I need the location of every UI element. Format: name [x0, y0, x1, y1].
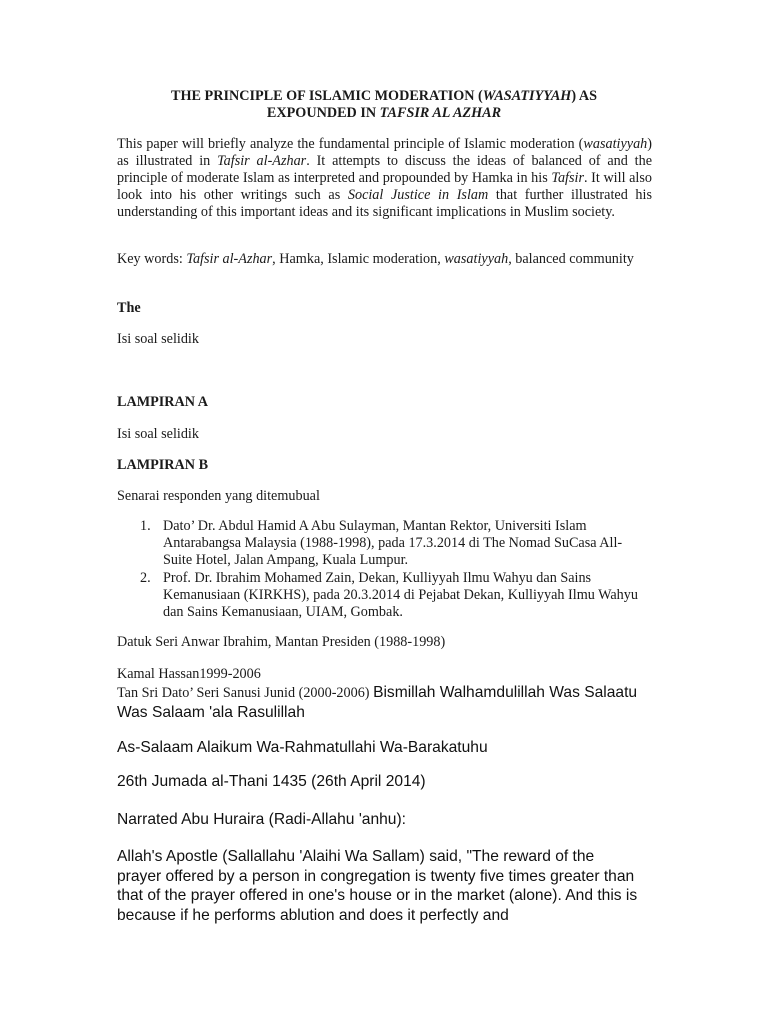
heading-the: The: [117, 300, 141, 316]
date-text: 26th Jumada al-Thani 1435 (26th April 2014): [117, 773, 426, 790]
list-item-number: 1.: [140, 518, 151, 534]
keywords-paragraph: Key words: Tafsir al-Azhar, Hamka, Islamic moderation, wasatiyyah, balanced community: [117, 251, 634, 267]
hadith-paragraph: Allah's Apostle (Sallallahu 'Alaihi Wa Sallam) said, "The reward of the prayer offered by a person in congregation is twenty five times greater than that of the prayer offered in one's house or in the market (alone). And this is because if he performs ablution and does it perfectly and: [117, 848, 638, 924]
bismillah-paragraph: [117, 683, 657, 723]
isi-soal-text: Isi soal selidik: [117, 426, 199, 442]
kamal-text: Kamal Hassan1999-2006: [117, 666, 261, 682]
datuk-text: Datuk Seri Anwar Ibrahim, Mantan Presiden (1988-1998): [117, 634, 446, 650]
narrated-text: Narrated Abu Huraira (Radi-Allahu 'anhu):: [117, 811, 407, 828]
lampiran-b-heading: LAMPIRAN B: [117, 457, 209, 473]
tansri-text: Tan Sri Dato’ Seri Sanusi Junid (2000-2006): [117, 685, 374, 701]
list-item: Dato’ Dr. Abdul Hamid A Abu Sulayman, Mantan Rektor, Universiti Islam Antarabangsa Malaysia (1988-1998), pada 17.3.2014 di The Nomad SuCasa All-Suite Hotel, Jalan Ampang, Kuala Lumpur.: [163, 518, 623, 568]
senarai-text: Senarai responden yang ditemubual: [117, 488, 320, 504]
lampiran-a-heading: LAMPIRAN A: [117, 394, 209, 410]
list-item: Prof. Dr. Ibrahim Mohamed Zain, Dekan, Kulliyyah Ilmu Wahyu dan Sains Kemanusiaan (KIRKHS), pada 20.3.2014 di Pejabat Dekan, Kulliyyah Ilmu Wahyu dan Sains Kemanusiaan, UIAM, Gombak.: [163, 570, 638, 620]
abstract-paragraph: This paper will briefly analyze the fundamental principle of Islamic moderation (wasatiyyah) as illustrated in Tafsir al-Azhar. It attempts to discuss the ideas of balanced of and the principle of moderate Islam as interpreted and propounded by Hamka in his Tafsir. It will also look into his other writings such as Social Justice in Islam that further illustrated his understanding of this important ideas and its significant implications in Muslim society.: [117, 136, 653, 220]
isi-soal-text: Isi soal selidik: [117, 331, 199, 347]
paper-title: THE PRINCIPLE OF ISLAMIC MODERATION (WASATIYYAH) AS EXPOUNDED IN TAFSIR AL AZHAR: [171, 88, 597, 121]
list-item-number: 2.: [140, 570, 151, 586]
salaam-text: As-Salaam Alaikum Wa-Rahmatullahi Wa-Barakatuhu: [117, 739, 488, 756]
bismillah-text: Bismillah Walhamdulillah Was Salaatu Was Salaam 'ala Rasulillah: [117, 684, 638, 721]
